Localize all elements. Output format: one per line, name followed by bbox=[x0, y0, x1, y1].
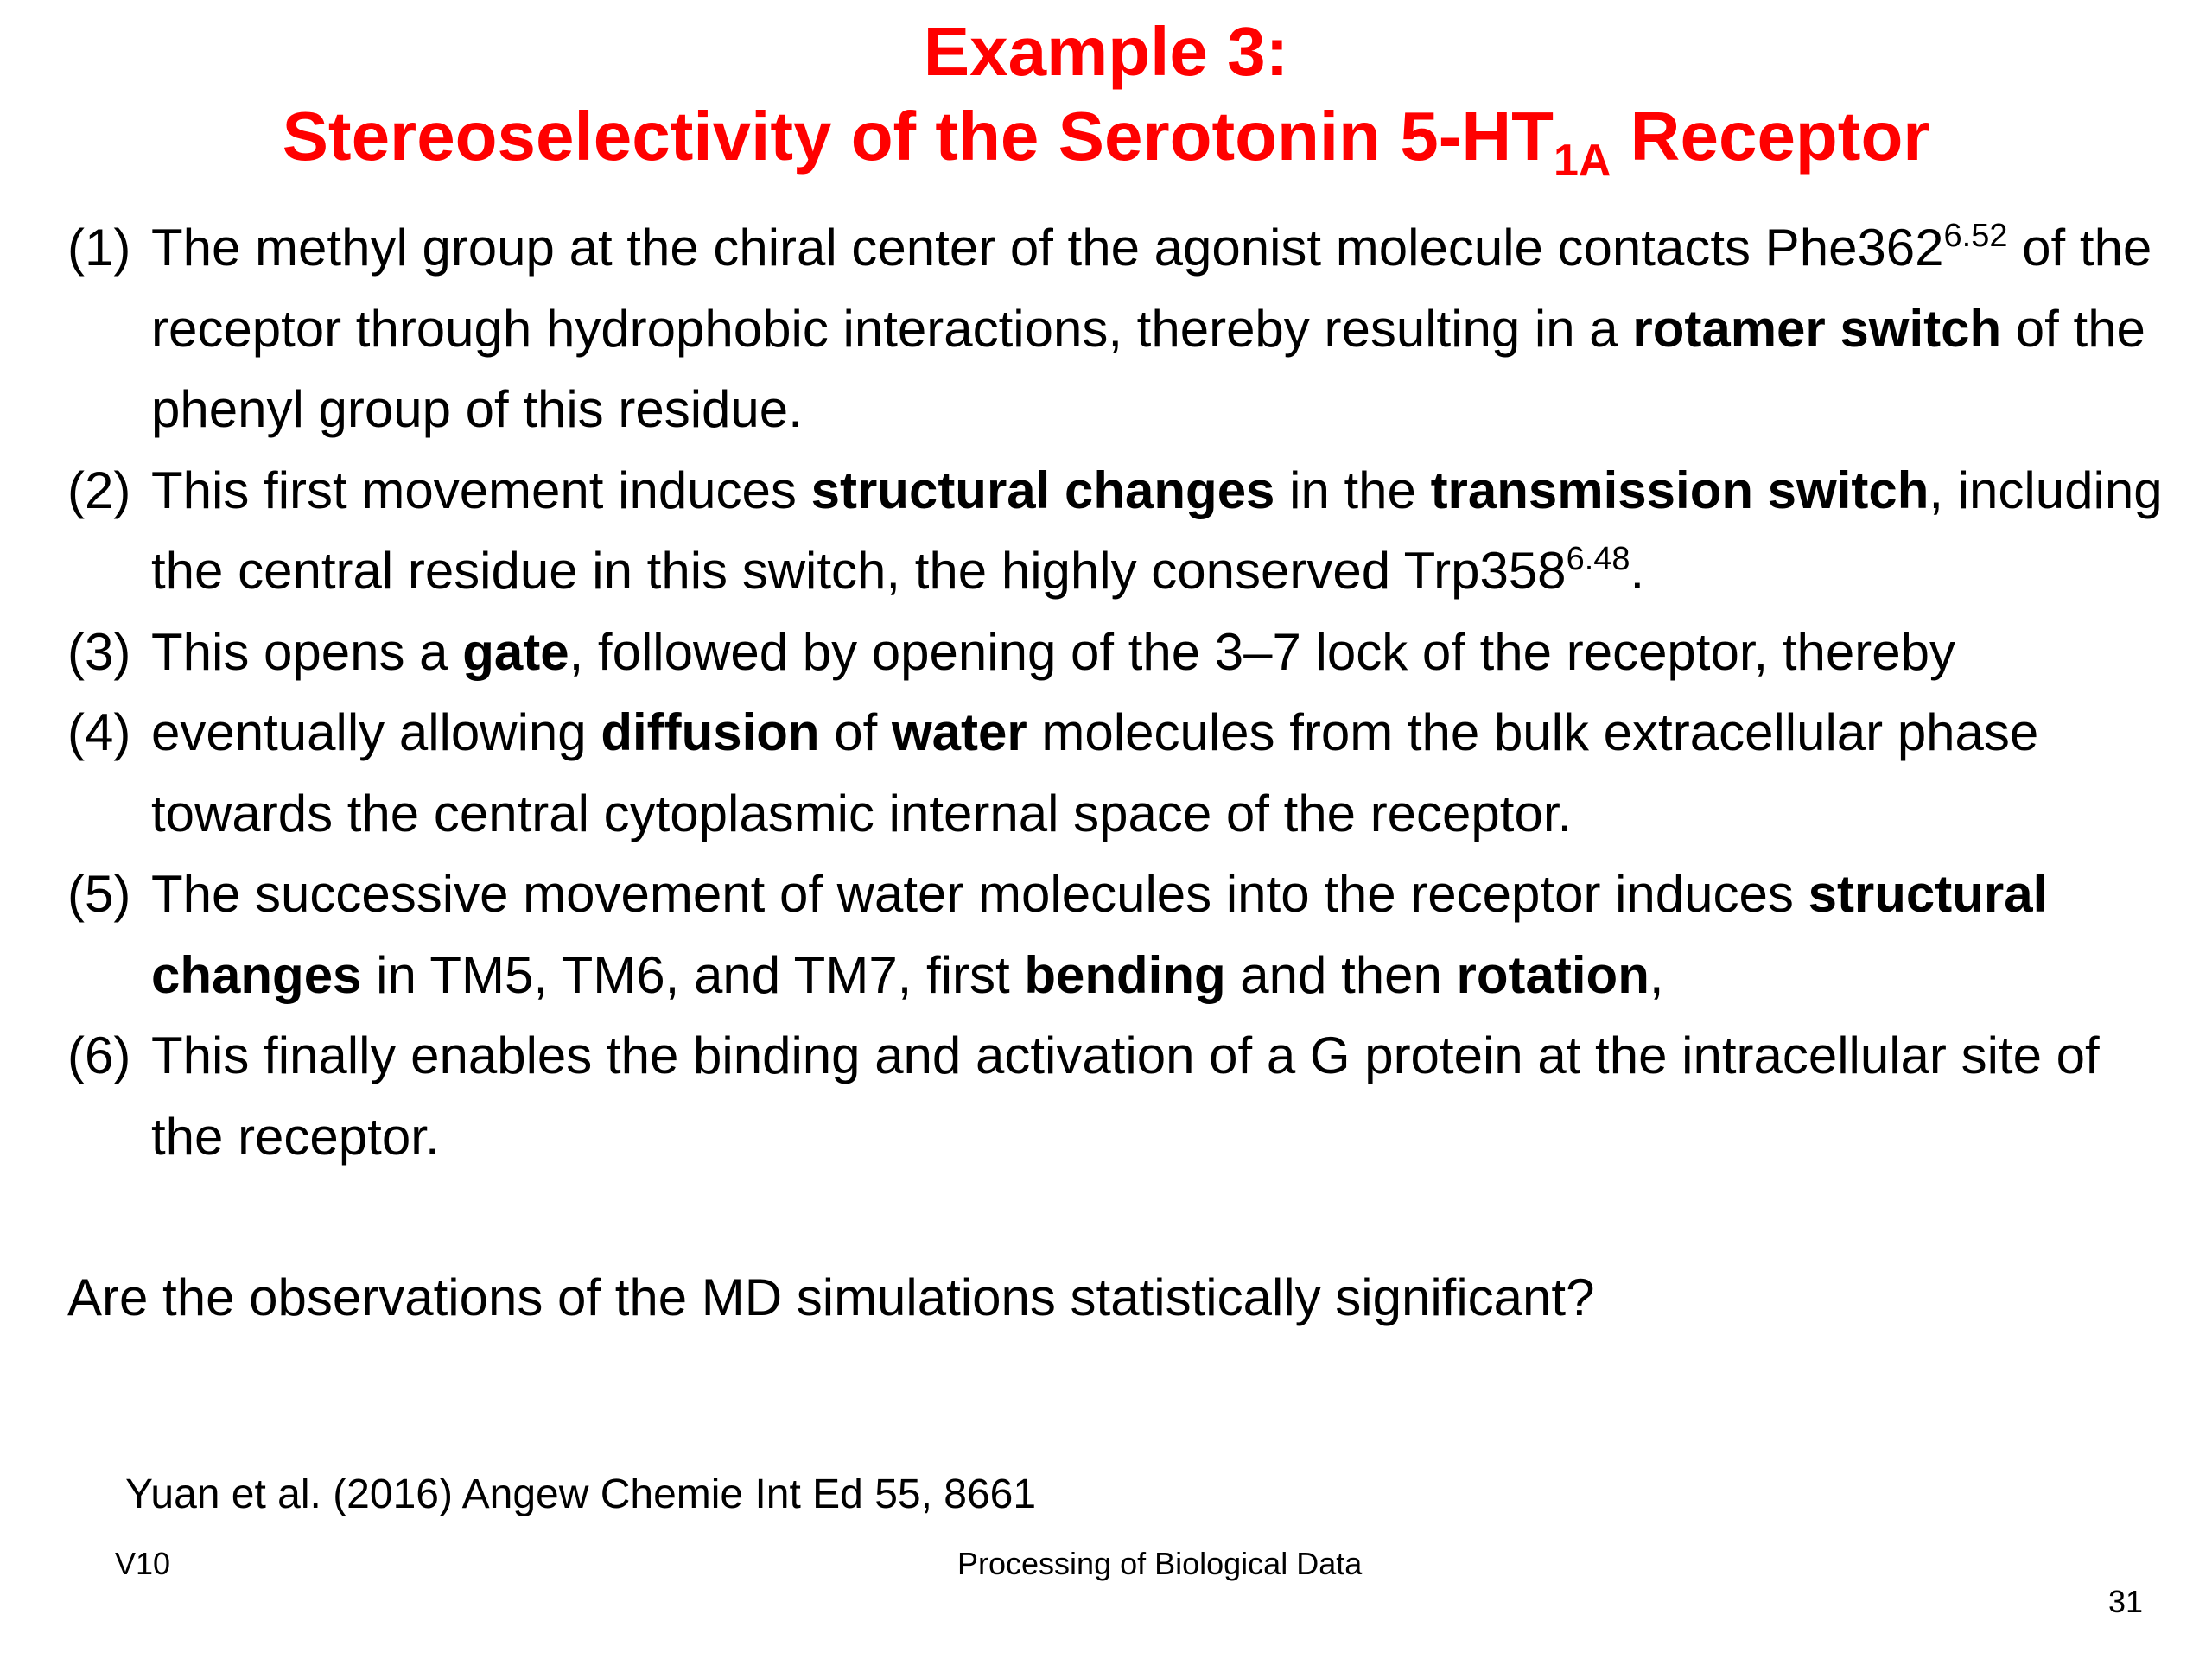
step-number: (1) bbox=[67, 219, 131, 276]
bold-term: structural changes bbox=[151, 865, 2048, 1004]
question-text: Are the observations of the MD simulations statistically significant? bbox=[67, 1268, 1595, 1326]
bold-term: transmission switch bbox=[1430, 461, 1929, 519]
step-text: , followed by opening of the 3–7 lock of the receptor, thereby bbox=[569, 622, 1955, 681]
title-subscript: 1A bbox=[1553, 136, 1611, 186]
bold-term: gate bbox=[462, 622, 569, 681]
bold-term: bending bbox=[1024, 945, 1226, 1004]
superscript: 6.52 bbox=[1943, 218, 2008, 254]
step-number: (6) bbox=[67, 1027, 131, 1084]
slide-title-line2 bbox=[0, 95, 2212, 186]
step-text: of bbox=[819, 703, 892, 761]
superscript: 6.48 bbox=[1566, 541, 1630, 577]
step-item-3 bbox=[67, 612, 2176, 693]
bold-term: diffusion bbox=[601, 703, 820, 761]
step-item-1 bbox=[67, 207, 2176, 450]
step-list bbox=[67, 207, 2176, 1177]
step-text: in TM5, TM6, and TM7, first bbox=[361, 945, 1025, 1004]
step-text: This opens a bbox=[151, 622, 463, 681]
step-text: The successive movement of water molecules into the receptor induces bbox=[151, 865, 1808, 923]
step-text: in the bbox=[1274, 461, 1431, 519]
footer-course-title: Processing of Biological Data bbox=[957, 1546, 1363, 1581]
step-text: of the receptor through hydrophobic interactions, thereby resulting in a bbox=[151, 219, 2152, 358]
bold-term: rotation bbox=[1456, 945, 1649, 1004]
bold-term: rotamer switch bbox=[1632, 299, 2002, 358]
step-text: The methyl group at the chiral center of the agonist molecule contacts Phe362 bbox=[151, 219, 1944, 276]
step-text: , bbox=[1649, 945, 1664, 1004]
title-text: Stereoselectivity of the Serotonin 5-HT bbox=[282, 98, 1554, 175]
step-number: (5) bbox=[67, 865, 131, 923]
slide-title-line1: Example 3: bbox=[923, 13, 1289, 90]
step-text: eventually allowing bbox=[151, 703, 601, 761]
step-text: , including the central residue in this switch, the highly conserved Trp358 bbox=[151, 461, 2163, 600]
step-item-6 bbox=[67, 1015, 2176, 1177]
step-item-4 bbox=[67, 692, 2176, 854]
footer-version: V10 bbox=[115, 1546, 171, 1581]
step-number: (4) bbox=[67, 703, 131, 761]
step-text: of the phenyl group of this residue. bbox=[151, 299, 2145, 438]
bold-term: water bbox=[891, 703, 1027, 761]
bold-term: structural changes bbox=[810, 461, 1275, 519]
step-text: This finally enables the binding and activation of a G protein at the intracellular site of the receptor. bbox=[151, 1027, 2100, 1166]
step-item-5 bbox=[67, 854, 2176, 1015]
step-number: (2) bbox=[67, 461, 131, 519]
step-text: This first movement induces bbox=[151, 461, 811, 519]
citation: Yuan et al. (2016) Angew Chemie Int Ed 55, 8661 bbox=[125, 1471, 1037, 1517]
step-text: . bbox=[1630, 542, 1645, 600]
step-item-2 bbox=[67, 450, 2176, 612]
step-number: (3) bbox=[67, 622, 131, 681]
title-text-end: Receptor bbox=[1611, 98, 1930, 175]
step-text: and then bbox=[1225, 945, 1457, 1004]
step-text: molecules from the bulk extracellular phase towards the central cytoplasmic internal space of the receptor. bbox=[151, 703, 2039, 842]
page-number: 31 bbox=[2108, 1584, 2144, 1619]
